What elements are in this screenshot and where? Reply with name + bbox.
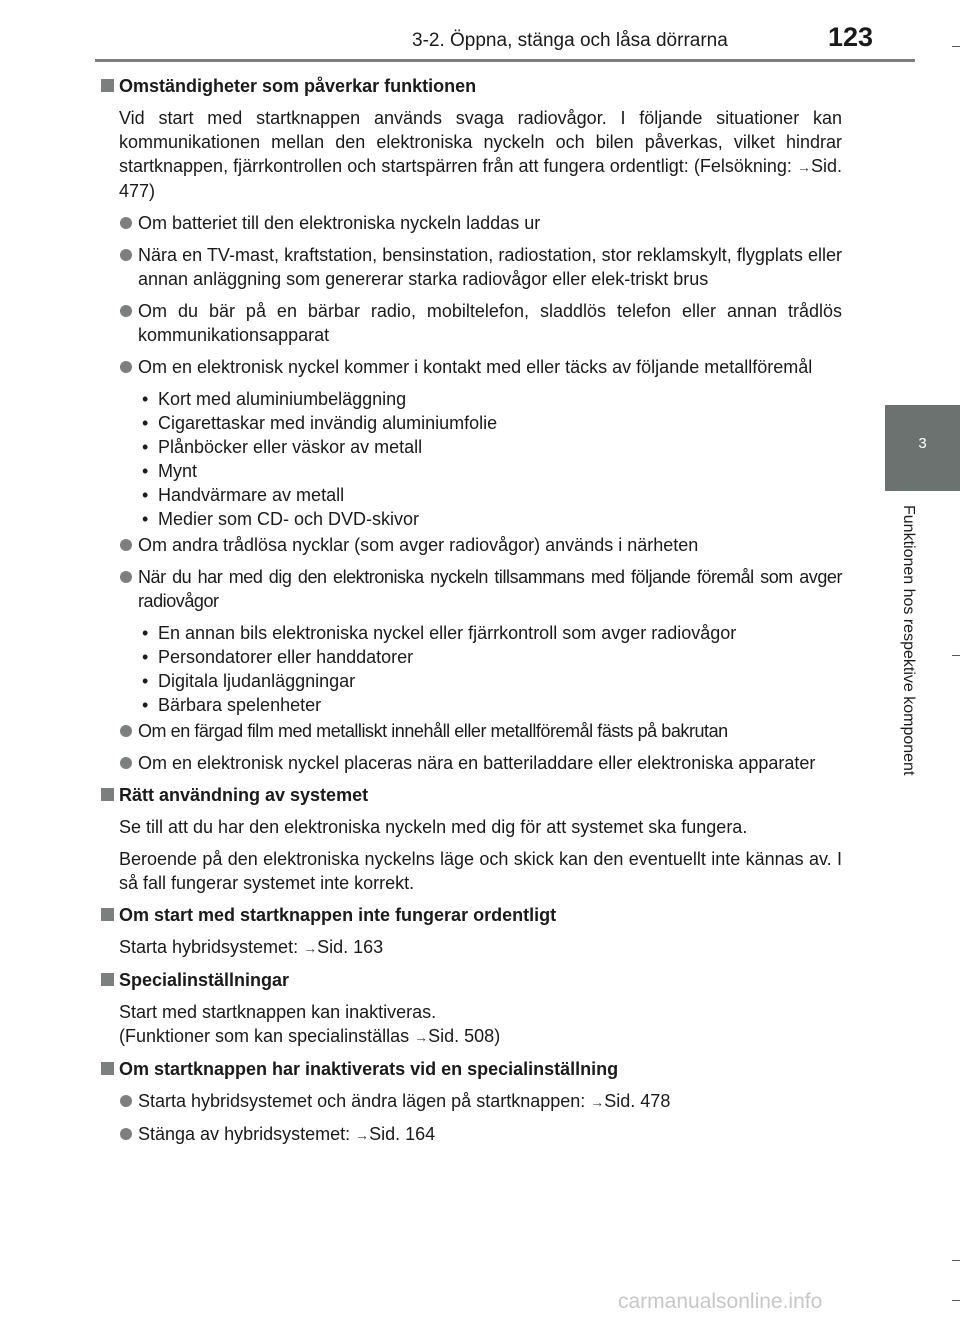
list-item-text: Om andra trådlösa nycklar (som avger radiovågor) används i närheten: [138, 535, 699, 555]
heading-text: Specialinställningar: [119, 970, 290, 990]
chapter-label: Funktionen hos respektive komponent: [900, 505, 917, 776]
crop-mark: [952, 1300, 960, 1301]
bullet-circle-icon: [120, 217, 132, 229]
sub-list-item: [100, 387, 842, 411]
heading-square-icon: [101, 788, 114, 801]
list-item-text: Om batteriet till den elektroniska nyckeln laddas ur: [138, 213, 541, 233]
metal-items-list: [100, 387, 842, 531]
list-item: [100, 355, 842, 379]
list-item-text: Om en färgad film med metalliskt innehåll eller metallföremål fästs på bakrutan: [138, 721, 728, 741]
section-title: 3-2. Öppna, stänga och låsa dörrarna: [412, 30, 728, 51]
sub-bullet-icon: •: [142, 671, 149, 691]
sub-item-text: Plånböcker eller väskor av metall: [158, 437, 423, 457]
list-item-text: Starta hybridsystemet och ändra lägen på startknappen:: [138, 1091, 591, 1111]
chapter-number: 3: [918, 435, 927, 452]
sub-item-text: Cigarettaskar med invändig aluminiumfolie: [158, 413, 498, 433]
sub-list-item: [100, 435, 842, 459]
paragraph-text: Start med startknappen kan inaktiveras.: [119, 1002, 437, 1022]
list-item: [100, 719, 842, 743]
heading-square-icon: [101, 1062, 114, 1075]
bullet-circle-icon: [120, 305, 132, 317]
page-number: 123: [828, 22, 874, 52]
sub-list-item: [100, 693, 842, 717]
heading-square-icon: [101, 908, 114, 921]
sub-item-text: Handvärmare av metall: [158, 485, 345, 505]
crop-mark: [952, 1260, 960, 1261]
radio-items-list: [100, 621, 842, 717]
sub-list-item: [100, 621, 842, 645]
page-ref-link[interactable]: Sid. 163: [317, 937, 384, 957]
arrow-right-icon: →: [355, 1127, 370, 1143]
page-content: [100, 74, 842, 1155]
paragraph: [100, 935, 842, 960]
list-item-text: Stänga av hybridsystemet:: [138, 1124, 356, 1144]
sub-item-text: Kort med aluminiumbeläggning: [158, 389, 407, 409]
section-heading: [100, 903, 842, 927]
sub-bullet-icon: •: [142, 623, 149, 643]
bullet-circle-icon: [120, 249, 132, 261]
crop-mark: [952, 655, 960, 656]
list-item-text: Nära en TV-mast, kraftstation, bensinstation, radiostation, stor reklamskylt, flygplats eller annan anläggning som genererar starka radiovågor eller elek-triskt brus: [138, 245, 842, 289]
sub-bullet-icon: •: [142, 389, 149, 409]
sub-item-text: Persondatorer eller handdatorer: [158, 647, 414, 667]
sub-list-item: [100, 669, 842, 693]
crop-mark: [952, 46, 960, 47]
arrow-right-icon: →: [414, 1029, 429, 1045]
watermark: carmanualsonline.info: [618, 1290, 823, 1313]
paragraph-text: Starta hybridsystemet:: [119, 937, 304, 957]
sub-bullet-icon: •: [142, 647, 149, 667]
arrow-right-icon: →: [796, 159, 811, 175]
list-item: [100, 1089, 842, 1114]
sub-bullet-icon: •: [142, 437, 149, 457]
list-item: [100, 243, 842, 291]
sub-item-text: Bärbara spelenheter: [158, 695, 322, 715]
bullet-circle-icon: [120, 571, 132, 583]
sub-item-text: Digitala ljudanläggningar: [158, 671, 356, 691]
sub-bullet-icon: •: [142, 461, 149, 481]
paragraph: Beroende på den elektroniska nyckelns läge och skick kan den eventuellt inte kännas av. I så fall fungerar systemet inte korrekt.: [119, 849, 842, 893]
list-item: [100, 211, 842, 235]
list-item: [100, 299, 842, 347]
sub-list-item: [100, 483, 842, 507]
bullet-circle-icon: [120, 1095, 132, 1107]
sub-bullet-icon: •: [142, 509, 149, 529]
heading-text: Om startknappen har inaktiverats vid en specialinställning: [119, 1059, 619, 1079]
sub-bullet-icon: •: [142, 695, 149, 715]
heading-square-icon: [101, 973, 114, 986]
paragraph-text: Vid start med startknappen används svaga radiovågor. I följande situationer kan kommunikationen mellan den elektroniska nyckeln och bilen påverkas, vilket hindrar startknappen, fjärrkontrollen och startspärren från att fungera ordentligt: (Felsökning:: [119, 108, 842, 176]
bullet-circle-icon: [120, 1128, 132, 1140]
page-ref-link[interactable]: Sid. 164: [369, 1124, 436, 1144]
paragraph: [100, 106, 842, 203]
heading-text: Rätt användning av systemet: [119, 785, 369, 805]
chapter-tab: [885, 405, 960, 491]
arrow-right-icon: →: [303, 940, 318, 956]
list-item: [100, 533, 842, 557]
sub-list-item: [100, 411, 842, 435]
list-item: [100, 1122, 842, 1147]
heading-text: Om start med startknappen inte fungerar ordentligt: [119, 905, 557, 925]
sub-bullet-icon: •: [142, 485, 149, 505]
list-item-text: När du har med dig den elektroniska nyckeln tillsammans med följande föremål som avger radiovågor: [138, 567, 842, 611]
sub-list-item: [100, 507, 842, 531]
bullet-circle-icon: [120, 539, 132, 551]
list-item-text: Om du bär på en bärbar radio, mobiltelefon, sladdlös telefon eller annan trådlös kommunikationsapparat: [138, 301, 842, 345]
list-item-text: Om en elektronisk nyckel placeras nära en batteriladdare eller elektroniska apparater: [138, 753, 816, 773]
paragraph-text: (Funktioner som kan specialinställas: [119, 1026, 415, 1046]
sub-item-text: Mynt: [158, 461, 198, 481]
header-rule: [95, 59, 915, 62]
bullet-circle-icon: [120, 361, 132, 373]
list-item-text: Om en elektronisk nyckel kommer i kontakt med eller täcks av följande metallföremål: [138, 357, 813, 377]
paragraph: Se till att du har den elektroniska nyckeln med dig för att systemet ska fungera.: [119, 817, 748, 837]
sub-list-item: [100, 459, 842, 483]
page-ref-link[interactable]: Sid. 478: [604, 1091, 671, 1111]
heading-square-icon: [101, 79, 114, 92]
page-ref-link[interactable]: Sid. 508): [428, 1026, 501, 1046]
bullet-circle-icon: [120, 725, 132, 737]
arrow-right-icon: →: [590, 1094, 605, 1110]
section-heading: [100, 1057, 842, 1081]
list-item: [100, 751, 842, 775]
sub-item-text: Medier som CD- och DVD-skivor: [158, 509, 420, 529]
section-heading: [100, 74, 842, 98]
sub-bullet-icon: •: [142, 413, 149, 433]
section-heading: [100, 783, 842, 807]
paragraph: [100, 1000, 842, 1049]
heading-text: Omständigheter som påverkar funktionen: [119, 76, 477, 96]
sub-list-item: [100, 645, 842, 669]
sub-item-text: En annan bils elektroniska nyckel eller fjärrkontroll som avger radiovågor: [158, 623, 737, 643]
bullet-circle-icon: [120, 757, 132, 769]
section-heading: [100, 968, 842, 992]
page-ref-link[interactable]: Sid. 477): [119, 156, 842, 201]
list-item: [100, 565, 842, 613]
